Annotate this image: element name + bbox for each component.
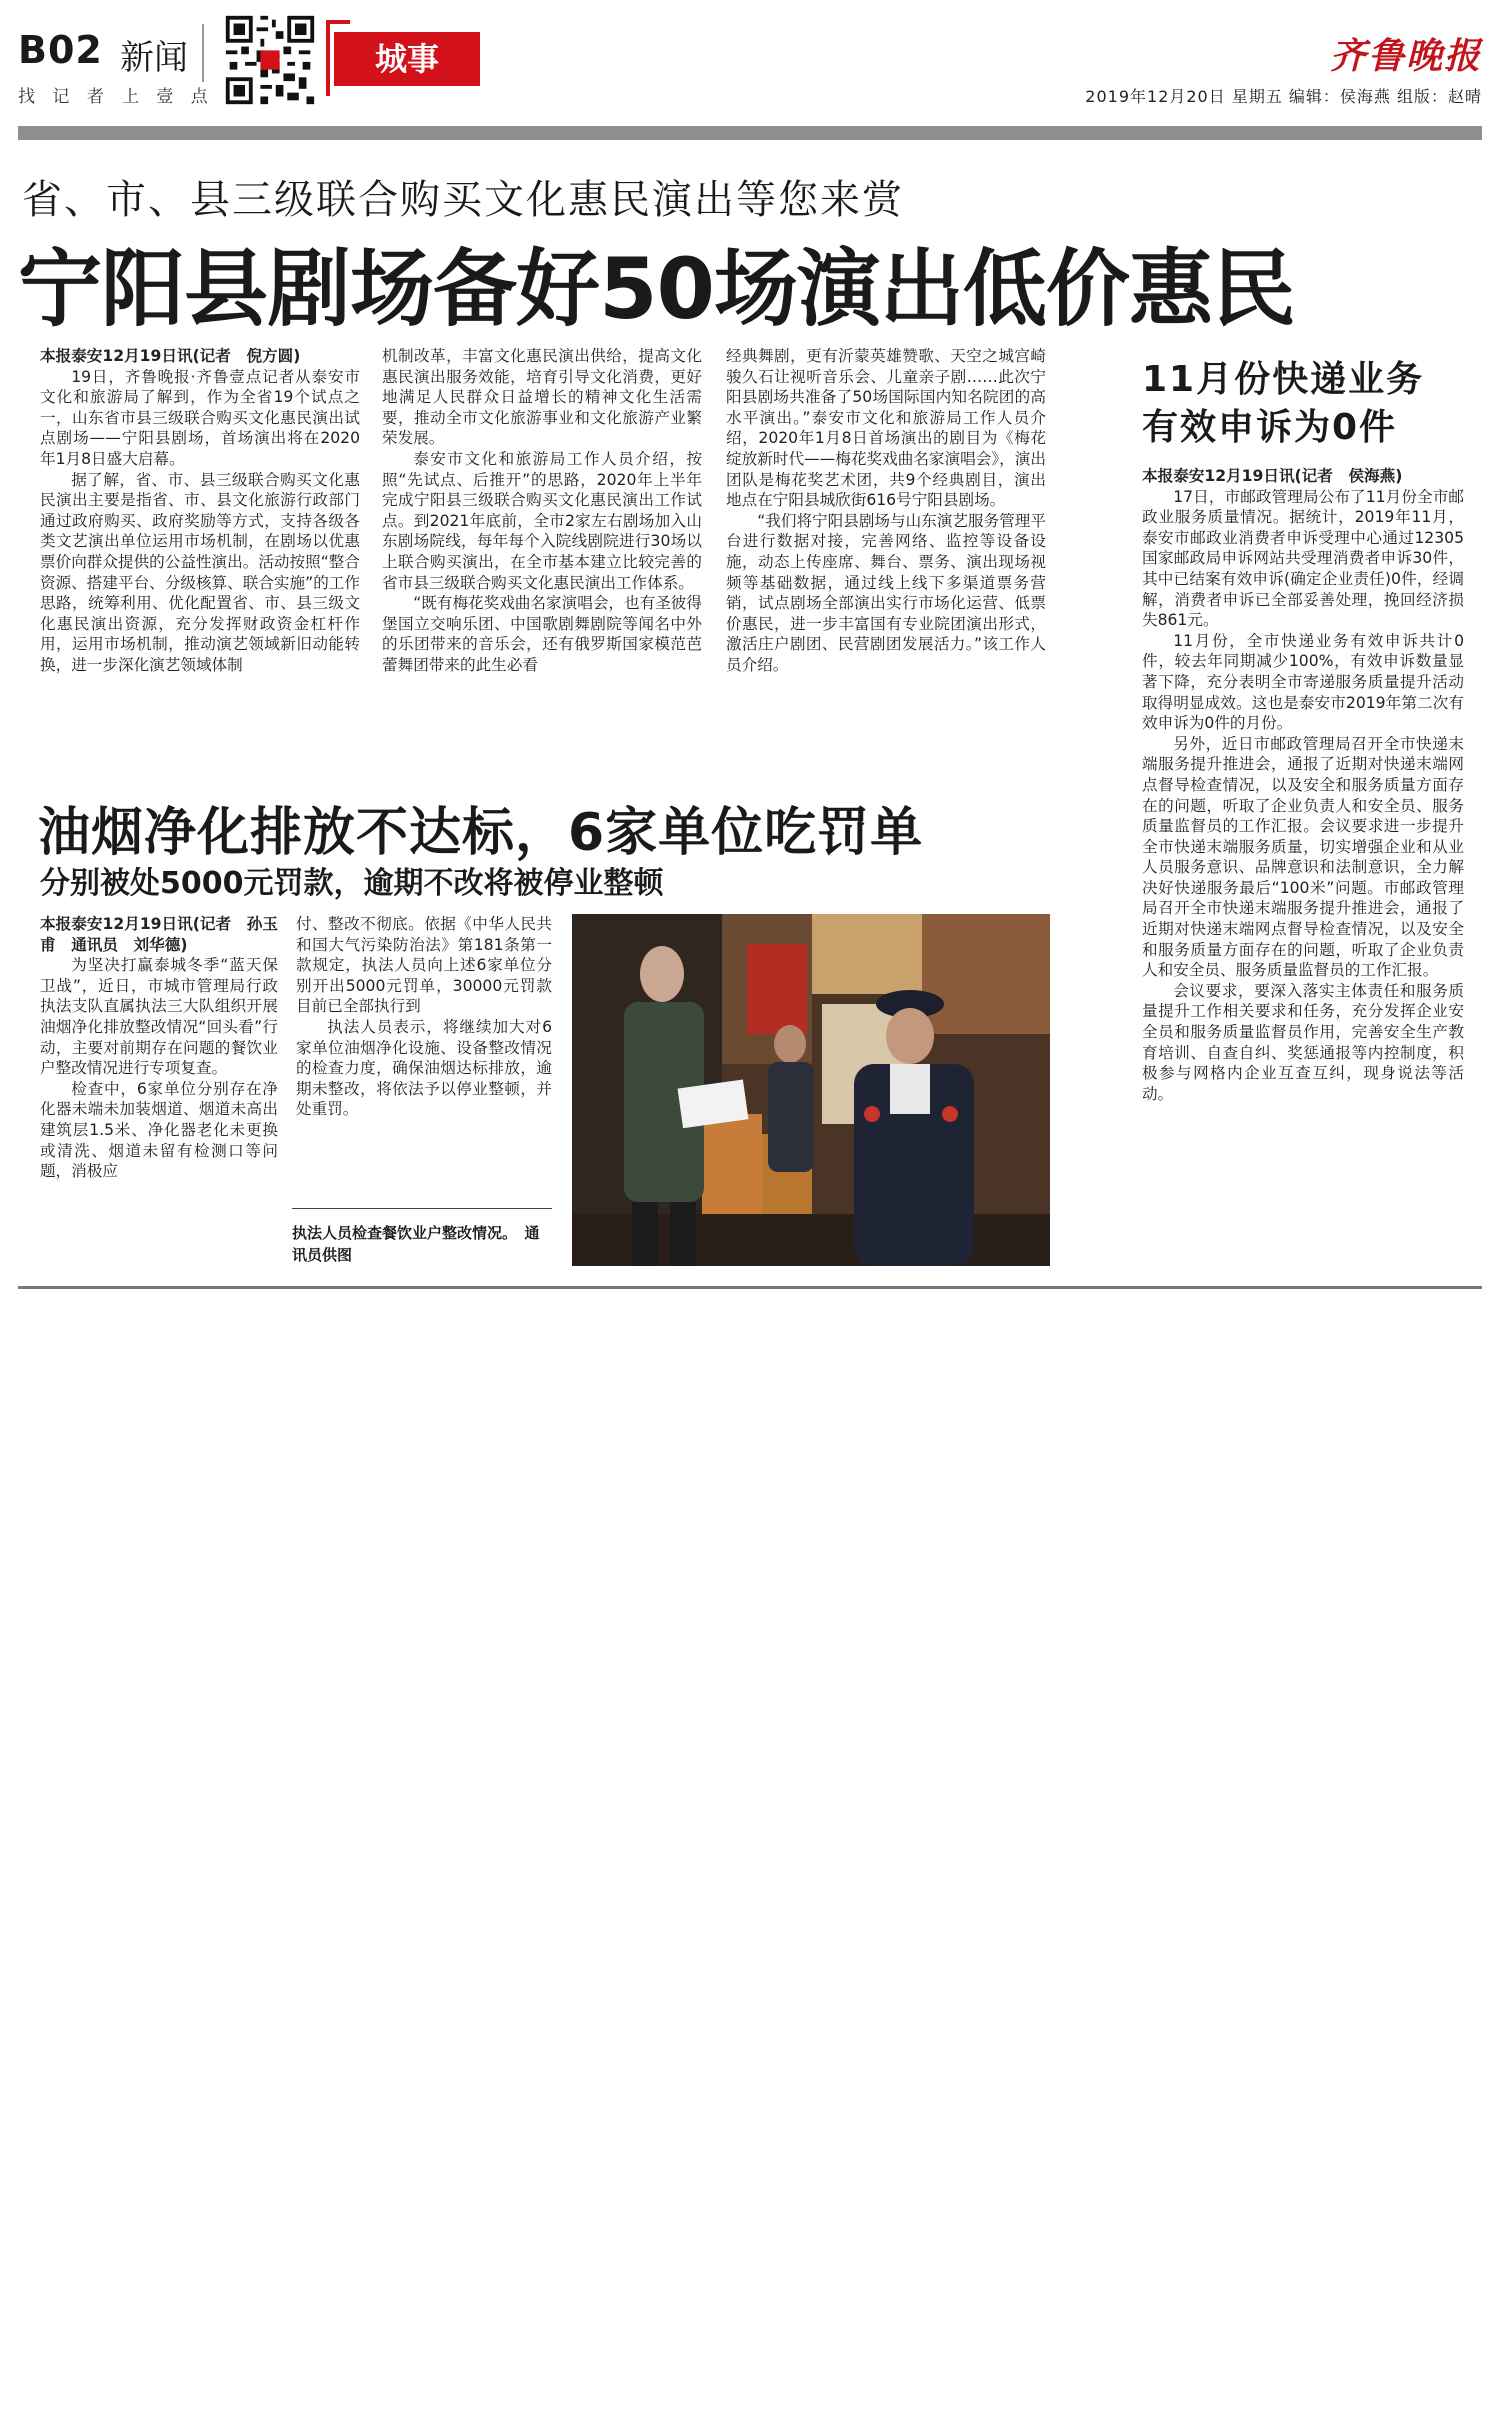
side-byline: 本报泰安12月19日讯(记者 侯海燕)	[1142, 467, 1403, 485]
second-byline: 本报泰安12月19日讯(记者 孙玉甫 通讯员 刘华德)	[40, 915, 278, 954]
caption-rule	[292, 1208, 552, 1209]
second-paragraph: 执法人员表示，将继续加大对6家单位油烟净化设施、设备整改情况的检查力度，确保油烟达标排放，逾期未整改，将依法予以停业整顿，并处重罚。	[296, 1017, 552, 1119]
qr-code-icon[interactable]	[222, 12, 318, 108]
side-paragraph: 会议要求，要深入落实主体责任和服务质量提升工作相关要求和任务，充分发挥企业安全员和服务质量监督员作用，完善安全生产教育培训、自查自纠、奖惩通报等内控制度，积极参与网格内企业互查互纠，现身说法等活动。	[1142, 981, 1464, 1103]
second-paragraph: 检查中，6家单位分别存在净化器未端未加装烟道、烟道未高出建筑层1.5米、净化器老化未更换或清洗、烟道未留有检测口等问题，消极应	[40, 1079, 278, 1181]
header-divider	[202, 24, 204, 82]
lead-column-2	[382, 346, 702, 676]
lead-headline: 宁阳县剧场备好50场演出低价惠民	[18, 240, 1295, 338]
second-column-2	[296, 914, 552, 1120]
lead-byline: 本报泰安12月19日讯(记者 倪方圆)	[40, 347, 301, 365]
newspaper-logo: 齐鲁晚报	[1329, 35, 1482, 77]
side-column	[1142, 466, 1464, 1104]
lead-paragraph: 经典舞剧，更有沂蒙英雄赞歌、天空之城宫崎骏久石让视听音乐会、儿童亲子剧……此次宁阳县剧场共准备了50场国际国内知名院团的高水平演出。”泰安市文化和旅游局工作人员介绍，2020年1月8日首场演出的剧目为《梅花绽放新时代——梅花奖戏曲名家演唱会》，演出团队是梅花奖艺术团，共9个经典剧目，演出地点在宁阳县城欣街616号宁阳县剧场。	[726, 347, 1046, 510]
lead-paragraph: 19日，齐鲁晚报·齐鲁壹点记者从泰安市文化和旅游局了解到，作为全省19个试点之一，山东省市县三级联合购买文化惠民演出试点剧场——宁阳县剧场，首场演出将在2020年1月8日盛大启幕。	[40, 367, 360, 468]
side-headline-line: 11月份快递业务	[1142, 359, 1425, 400]
second-headline: 油烟净化排放不达标，6家单位吃罚单	[38, 803, 924, 863]
lead-paragraph: “既有梅花奖戏曲名家演唱会，也有圣彼得堡国立交响乐团、中国歌剧舞剧院等闻名中外的乐团带来的音乐会，还有俄罗斯国家模范芭蕾舞团带来的此生必看	[382, 594, 702, 674]
side-paragraph: 11月份，全市快递业务有效申诉共计0件，较去年同期减少100%，有效申诉数量显著下降，充分表明全市寄递服务质量提升活动取得明显成效。这也是泰安市2019年第二次有效申诉为0件的月份。	[1142, 631, 1464, 733]
second-column-1	[40, 914, 278, 1182]
second-subhead: 分别被处5000元罚款，逾期不改将被停业整顿	[40, 866, 664, 901]
lead-column-3	[726, 346, 1046, 676]
lead-kicker: 省、市、县三级联合购买文化惠民演出等您来赏	[22, 177, 904, 223]
side-headline-line: 有效申诉为0件	[1142, 407, 1398, 448]
news-photo	[572, 914, 1050, 1266]
lead-paragraph: “我们将宁阳县剧场与山东演艺服务管理平台进行数据对接，完善网络、监控等设备设施，动态上传座席、舞台、票务、演出现场视频等基础数据，通过线上线下多渠道票务营销，试点剧场全部演出实行市场化运营、低票价惠民，进一步丰富国有专业院团演出形式，激活庄户剧团、民营剧团发展活力。”该工作人员介绍。	[726, 511, 1046, 674]
lead-column-1	[40, 346, 360, 676]
sub-slogan-left: 找 记 者	[18, 87, 110, 107]
second-paragraph: 付、整改不彻底。依据《中华人民共和国大气污染防治法》第181条第一款规定，执法人员向上述6家单位分别开出5000元罚单，30000元罚款目前已全部执行到	[296, 915, 552, 1016]
lead-paragraph: 据了解，省、市、县三级联合购买文化惠民演出主要是指省、市、县文化旅游行政部门通过政府购买、政府奖励等方式，支持各级各类文艺演出单位运用市场机制，在剧场以优惠票价向群众提供的公益性演出。活动按照“整合资源、搭建平台、分级核算、联合实施”的工作思路，统筹利用、优化配置省、市、县三级文化惠民演出资源，充分发挥财政资金杠杆作用，运用市场机制，推动演艺领域新旧动能转换，进一步深化演艺领域体制	[40, 470, 360, 674]
lead-paragraph: 泰安市文化和旅游局工作人员介绍，按照“先试点、后推开”的思路，2020年上半年完成宁阳县三级联合购买文化惠民演出工作试点。到2021年底前，全市2家左右剧场加入山东剧场院线，每年每个入院线剧院进行30场以上联合购买演出，在全市基本建立比较完善的省市县三级联合购买文化惠民演出工作体系。	[382, 449, 702, 592]
sub-slogan-mid: 上 壹 点	[122, 87, 214, 107]
section-name: 新闻	[120, 38, 188, 78]
side-paragraph: 17日，市邮政管理局公布了11月份全市邮政业服务质量情况。据统计，2019年11月，泰安市邮政业消费者申诉受理中心通过12305国家邮政局申诉网站共受理消费者申诉30件，其中已结案有效申诉(确定企业责任)0件，经调解，消费者申诉已全部妥善处理，挽回经济损失861元。	[1142, 487, 1464, 630]
second-paragraph: 为坚决打赢泰城冬季“蓝天保卫战”，近日，市城市管理局行政执法支队直属执法三大队组织开展油烟净化排放整改情况“回头看”行动，主要对前期存在问题的餐饮业户整改情况进行专项复查。	[40, 956, 278, 1078]
page-number: B02	[18, 28, 103, 72]
header-rule	[18, 126, 1482, 140]
side-paragraph: 另外，近日市邮政管理局召开全市快递末端服务提升推进会，通报了近期对快递末端网点督导检查情况，以及安全和服务质量方面存在的问题，听取了企业负责人和安全员、服务质量监督员的工作汇报。会议要求进一步提升全市快递末端服务质量，切实增强企业和从业人员服务意识、品牌意识和法制意识，全力解决好快递服务最后“100米”问题。市邮政管理局召开全市快递末端服务提升推进会，通报了近期对快递末端网点督导检查情况，以及安全和服务质量方面存在的问题，听取了企业负责人和安全员、服务质量监督员的工作汇报。	[1142, 734, 1464, 980]
section-tag: 城事	[334, 32, 480, 86]
bottom-rule	[18, 1286, 1482, 1289]
lead-paragraph: 机制改革，丰富文化惠民演出供给，提高文化惠民演出服务效能，培育引导文化消费，更好地满足人民群众日益增长的精神文化生活需要，推动全市文化旅游事业和文化旅游产业繁荣发展。	[382, 347, 702, 448]
side-headline	[1142, 356, 1424, 452]
issue-meta: 2019年12月20日 星期五 编辑：侯海燕 组版：赵晴	[1085, 87, 1482, 106]
photo-caption: 执法人员检查餐饮业户整改情况。 通讯员供图	[292, 1224, 540, 1264]
